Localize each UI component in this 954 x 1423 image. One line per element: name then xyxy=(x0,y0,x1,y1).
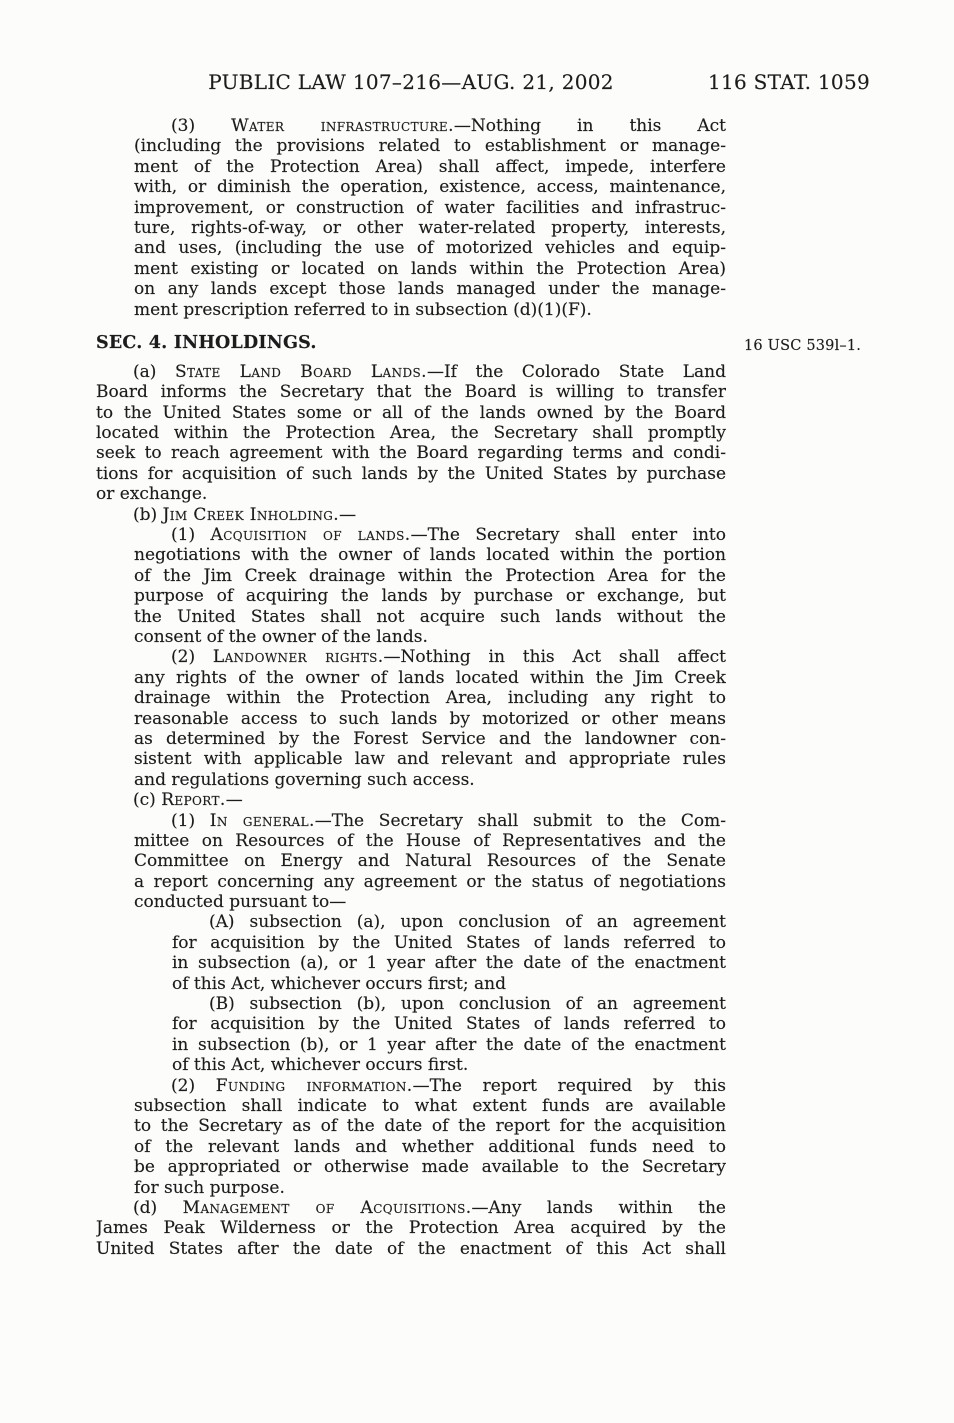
statute-text-line: seek to reach agreement with the Board regarding terms and condi- xyxy=(96,443,726,464)
statute-text-line: (d) Management of Acquisitions.—Any lands within the xyxy=(133,1197,726,1218)
statute-text-line: in subsection (b), or 1 year after the date of the enactment xyxy=(172,1034,726,1055)
statute-text-line: on any lands except those lands managed under the manage- xyxy=(134,279,726,300)
statute-text-line: consent of the owner of the lands. xyxy=(134,626,428,647)
statute-text-line: any rights of the owner of lands located within the Jim Creek xyxy=(134,667,726,688)
paragraph-3-water-infrastructure xyxy=(96,116,726,320)
statute-text-line: located within the Protection Area, the Secretary shall promptly xyxy=(96,423,726,444)
statute-text-line: (including the provisions related to establishment or manage- xyxy=(134,136,726,157)
us-code-margin-note: 16 USC 539l–1. xyxy=(744,338,862,354)
statute-text-line: mittee on Resources of the House of Representatives and the xyxy=(134,830,726,851)
section-4-body xyxy=(96,362,726,1259)
statute-text-line: (1) In general.—The Secretary shall submit to the Com- xyxy=(171,810,726,831)
statute-text-line: Board informs the Secretary that the Board is willing to transfer xyxy=(96,382,726,403)
statute-text-line: reasonable access to such lands by motorized or other means xyxy=(134,708,726,729)
statute-text-line: (3) Water infrastructure.—Nothing in this Act xyxy=(171,116,726,136)
law-title: PUBLIC LAW 107–216—AUG. 21, 2002 xyxy=(208,70,614,94)
statute-text-line: a report concerning any agreement or the status of negotiations xyxy=(134,871,726,892)
statute-text-line: tions for acquisition of such lands by the United States by purchase xyxy=(96,463,726,484)
statute-text-line: ment existing or located on lands within the Protection Area) xyxy=(134,258,726,279)
statute-text-line: (1) Acquisition of lands.—The Secretary shall enter into xyxy=(171,525,726,546)
statute-text-line: be appropriated or otherwise made available to the Secretary xyxy=(134,1157,726,1178)
statute-text-line: drainage within the Protection Area, including any right to xyxy=(134,688,726,709)
statute-text-line: for such purpose. xyxy=(134,1177,285,1198)
statute-text-line: James Peak Wilderness or the Protection Area acquired by the xyxy=(96,1218,726,1239)
statute-text-line: as determined by the Forest Service and the landowner con- xyxy=(134,728,726,749)
statute-text-line: of this Act, whichever occurs first; and xyxy=(172,973,506,994)
statute-text-line: (a) State Land Board Lands.—If the Colorado State Land xyxy=(133,361,726,382)
statute-text-line: purpose of acquiring the lands by purchase or exchange, but xyxy=(134,586,726,607)
statute-text-line: conducted pursuant to— xyxy=(134,892,347,913)
statute-text-line: (2) Landowner rights.—Nothing in this Act shall affect xyxy=(171,647,726,668)
statute-text-line: ment prescription referred to in subsection (d)(1)(F). xyxy=(134,299,592,320)
statute-text-line: in subsection (a), or 1 year after the date of the enactment xyxy=(172,953,726,974)
statute-body xyxy=(96,116,726,1259)
statute-text-line: of the relevant lands and whether additional funds need to xyxy=(134,1136,726,1157)
section-4-heading: SEC. 4. INHOLDINGS. xyxy=(96,332,317,353)
statute-text-line: to the United States some or all of the lands owned by the Board xyxy=(96,402,726,423)
statute-text-line: (A) subsection (a), upon conclusion of an agreement xyxy=(209,912,726,933)
statute-text-line: the United States shall not acquire such lands without the xyxy=(134,606,726,627)
statute-text-line: improvement, or construction of water facilities and infrastruc- xyxy=(134,197,726,218)
statute-text-line: for acquisition by the United States of lands referred to xyxy=(172,1014,726,1035)
statute-page-number: 116 STAT. 1059 xyxy=(707,70,870,94)
statute-text-line: (B) subsection (b), upon conclusion of an agreement xyxy=(209,994,726,1015)
statute-text-line: (c) Report.— xyxy=(133,790,243,811)
statute-text-line: of the Jim Creek drainage within the Protection Area for the xyxy=(134,565,726,586)
statute-text-line: or exchange. xyxy=(96,484,208,505)
statute-text-line: negotiations with the owner of lands located within the portion xyxy=(134,545,726,566)
statute-text-line: ment of the Protection Area) shall affect, impede, interfere xyxy=(134,156,726,177)
statute-text-line: (2) Funding information.—The report required by this xyxy=(171,1075,726,1096)
statute-text-line: sistent with applicable law and relevant and appropriate rules xyxy=(134,749,726,770)
statute-text-line: and regulations governing such access. xyxy=(134,769,475,790)
statute-text-line: for acquisition by the United States of lands referred to xyxy=(172,932,726,953)
statute-text-line: subsection shall indicate to what extent funds are available xyxy=(134,1095,726,1116)
statute-text-line: ture, rights-of-way, or other water-related property, interests, xyxy=(134,217,726,238)
statute-text-line: with, or diminish the operation, existence, access, maintenance, xyxy=(134,177,726,198)
running-header xyxy=(96,70,870,96)
statute-text-line: (b) Jim Creek Inholding.— xyxy=(133,504,357,525)
statute-text-line: and uses, (including the use of motorized vehicles and equip- xyxy=(134,238,726,259)
statute-text-line: United States after the date of the enactment of this Act shall xyxy=(96,1238,726,1259)
statute-text-line: of this Act, whichever occurs first. xyxy=(172,1055,469,1076)
statute-text-line: to the Secretary as of the date of the report for the acquisition xyxy=(134,1116,726,1137)
statute-text-line: Committee on Energy and Natural Resources of the Senate xyxy=(134,851,726,872)
